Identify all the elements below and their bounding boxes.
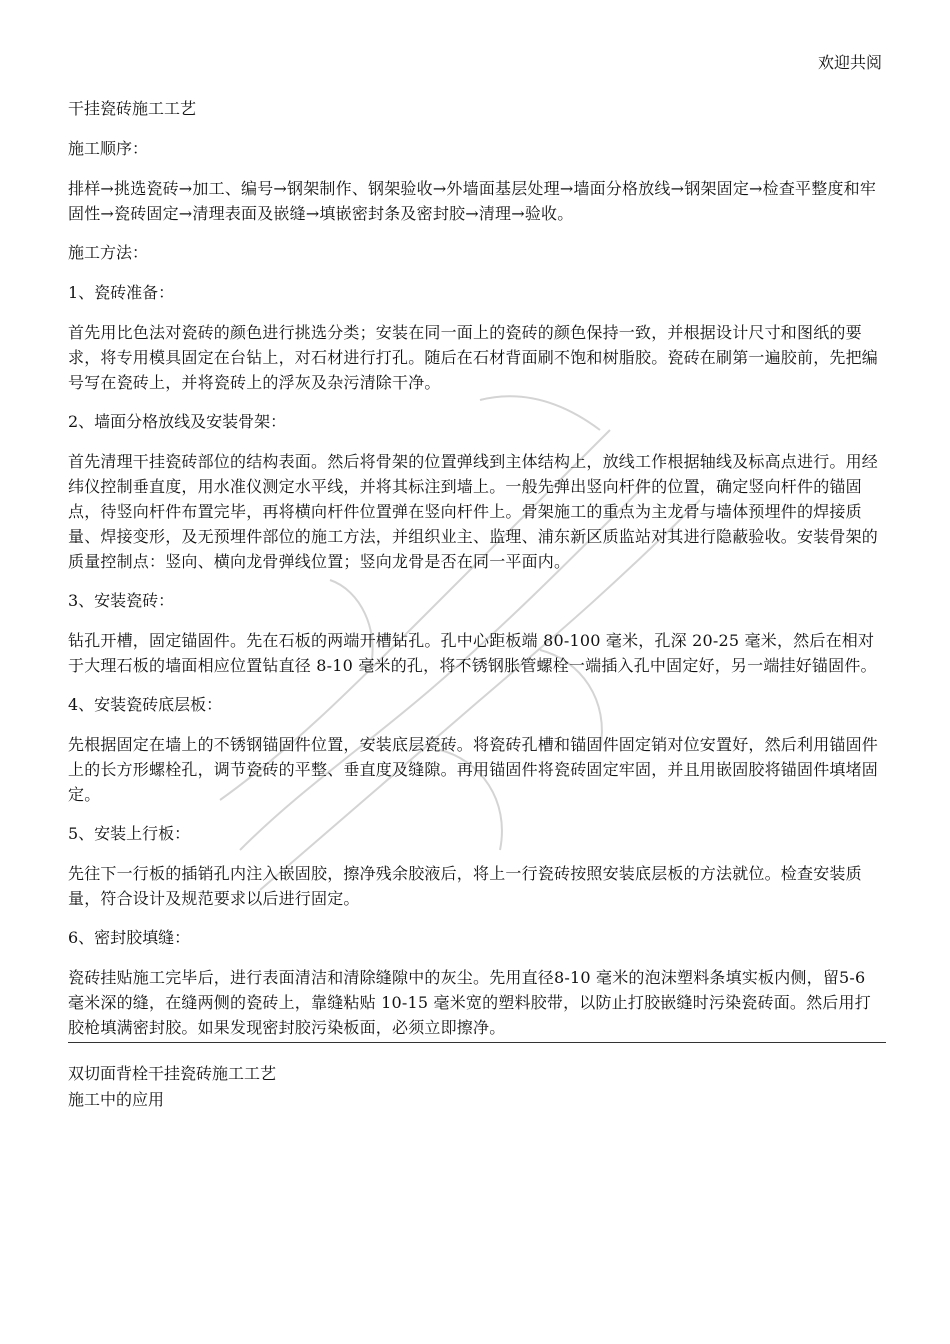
section-6-heading: 6、密封胶填缝：: [68, 928, 191, 947]
document-body: [68, 96, 886, 1113]
section-4-text: 先根据固定在墙上的不锈钢锚固件位置，安装底层瓷砖。将瓷砖孔槽和锚固件固定销对位安置好，然后利用锚固件上的长方形螺栓孔，调节瓷砖的平整、垂直度及缝隙。再用锚固件将瓷砖固定牢固，并且用嵌固胶将锚固件填堵固定。: [68, 735, 879, 804]
section-5-text: 先往下一行板的插销孔内注入嵌固胶，擦净残余胶液后，将上一行瓷砖按照安装底层板的方法就位。检查安装质量，符合设计及规范要求以后进行固定。: [68, 864, 862, 908]
document-title: 干挂瓷砖施工工艺: [68, 99, 197, 118]
section-3-text: 钻孔开槽，固定锚固件。先在石板的两端开槽钻孔。孔中心距板端 80-100 毫米，孔深 20-25 毫米，然后在相对于大理石板的墙面相应位置钻直径 8-10 毫米的孔，将不锈钢胀管螺栓一端插入孔中固定好，另一端挂好锚固件。: [68, 631, 877, 675]
divider-line: [68, 1042, 886, 1043]
section-4-heading: 4、安装瓷砖底层板：: [68, 695, 223, 714]
header-note: 欢迎共阅: [817, 53, 882, 72]
method-heading: 施工方法：: [68, 243, 149, 262]
section-1-text: 首先用比色法对瓷砖的颜色进行挑选分类；安装在同一面上的瓷砖的颜色保持一致，并根据设计尺寸和图纸的要求，将专用模具固定在台钻上，对石材进行打孔。随后在石材背面刷不饱和树脂胶。瓷砖在刷第一遍胶前，先把编号写在瓷砖上，并将瓷砖上的浮灰及杂污清除干净。: [68, 323, 879, 392]
section-5-heading: 5、安装上行板：: [68, 824, 191, 843]
footer-line-1: 双切面背栓干挂瓷砖施工工艺: [68, 1064, 277, 1083]
footer-line-2: 施工中的应用: [68, 1090, 165, 1109]
section-6-text: 瓷砖挂贴施工完毕后，进行表面清洁和清除缝隙中的灰尘。先用直径8-10 毫米的泡沫塑料条填实板内侧，留5-6 毫米深的缝，在缝两侧的瓷砖上，靠缝粘贴 10-15 毫米宽的塑料胶带，以防止打胶嵌缝时污染瓷砖面。然后用打胶枪填满密封胶。如果发现密封胶污染板面，必须立即擦净。: [68, 968, 871, 1037]
section-2-heading: 2、墙面分格放线及安装骨架：: [68, 412, 287, 431]
sequence-heading: 施工顺序：: [68, 139, 149, 158]
section-1-heading: 1、瓷砖准备：: [68, 283, 175, 302]
sequence-text: 排样→挑选瓷砖→加工、编号→钢架制作、钢架验收→外墙面基层处理→墙面分格放线→钢架固定→检查平整度和牢固性→瓷砖固定→清理表面及嵌缝→填嵌密封条及密封胶→清理→验收。: [68, 179, 877, 223]
section-3-heading: 3、安装瓷砖：: [68, 591, 175, 610]
footer-block: [68, 1061, 886, 1113]
section-2-text: 首先清理干挂瓷砖部位的结构表面。然后将骨架的位置弹线到主体结构上，放线工作根据轴线及标高点进行。用经纬仪控制垂直度，用水准仪测定水平线，并将其标注到墙上。一般先弹出竖向杆件的位置，确定竖向杆件的锚固点，待竖向杆件布置完毕，再将横向杆件位置弹在竖向杆件上。骨架施工的重点为主龙骨与墙体预埋件的焊接质量、焊接变形，及无预埋件部位的施工方法，并组织业主、监理、浦东新区质监站对其进行隐蔽验收。安装骨架的质量控制点：竖向、横向龙骨弹线位置；竖向龙骨是否在同一平面内。: [68, 452, 879, 571]
